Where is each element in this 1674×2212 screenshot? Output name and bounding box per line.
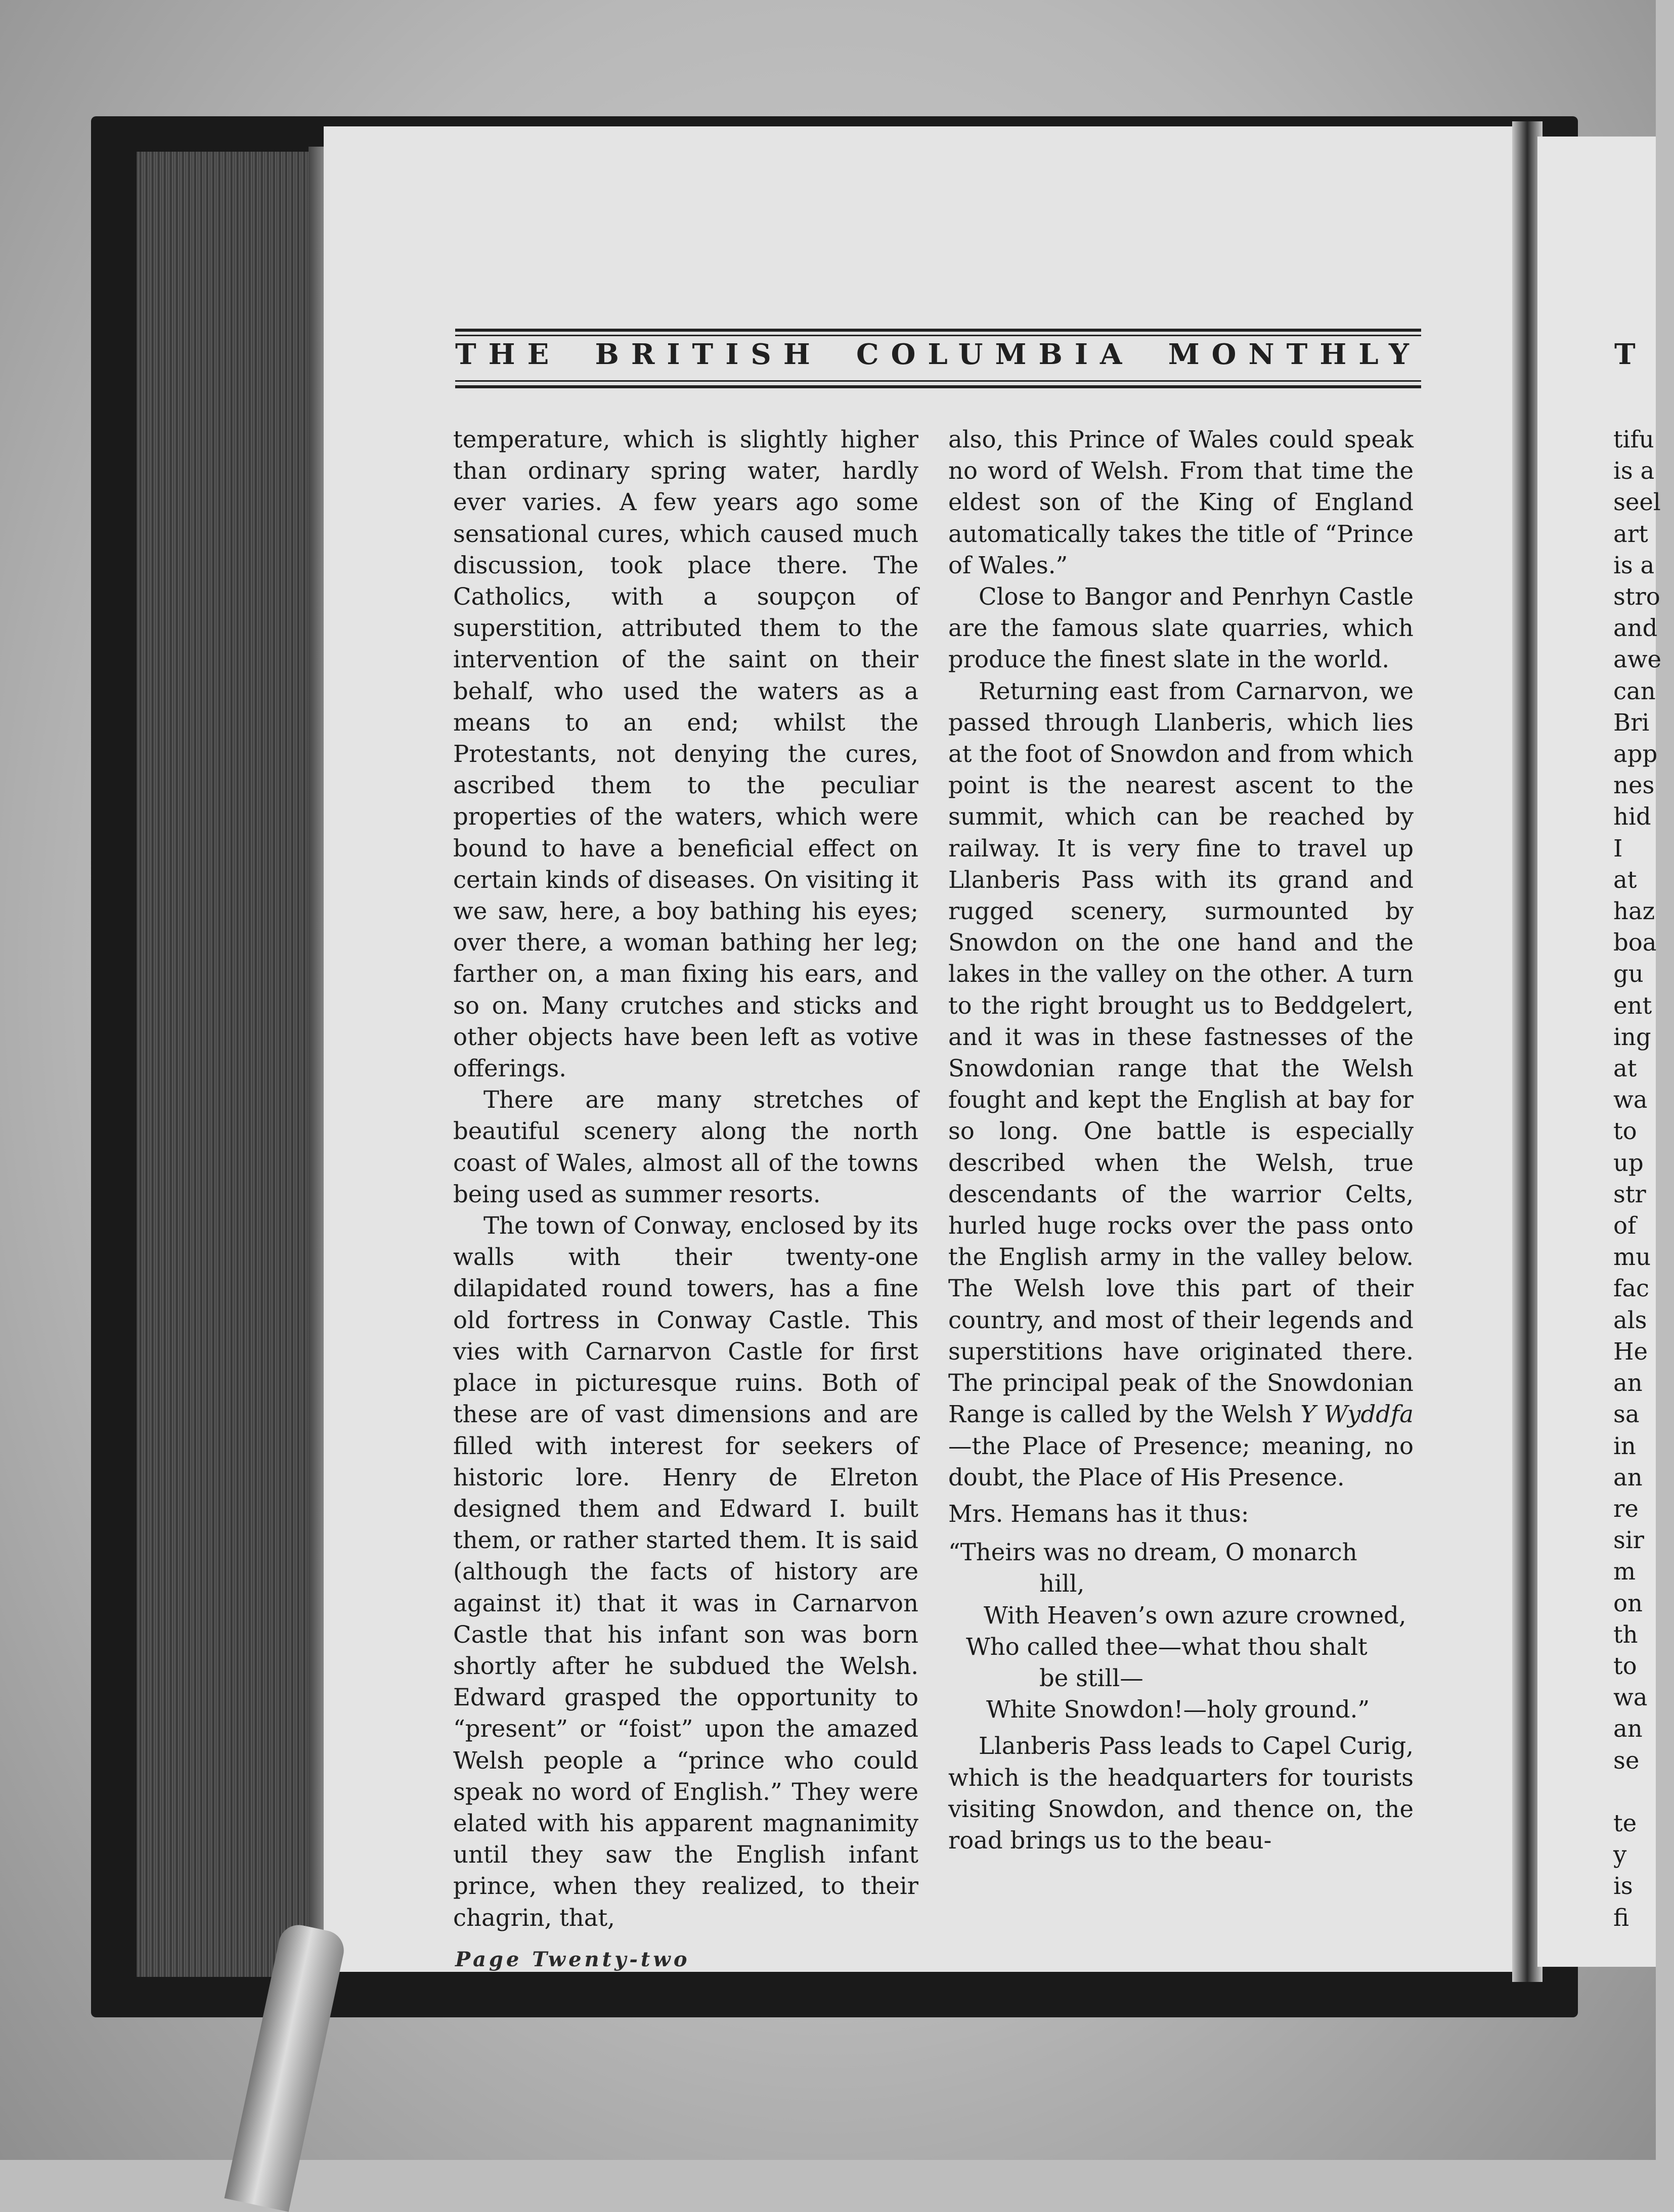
fragment-line: I bbox=[1613, 834, 1623, 862]
fragment-line: in bbox=[1613, 1432, 1636, 1460]
fragment-line: an bbox=[1613, 1369, 1643, 1397]
running-header bbox=[455, 338, 1421, 371]
next-page-header-fragment: T bbox=[1614, 338, 1636, 371]
fragment-line: m bbox=[1613, 1558, 1636, 1586]
fragment-line: ent bbox=[1613, 991, 1652, 1019]
paragraph: Close to Bangor and Penrhyn Castle are the famous slate quarries, which produce the finest slate in the world. bbox=[948, 583, 1414, 673]
fragment-line: to bbox=[1613, 1652, 1637, 1680]
fragment-line: at bbox=[1613, 1055, 1637, 1082]
fragment-line: on bbox=[1613, 1589, 1643, 1617]
paragraph bbox=[948, 675, 1414, 1493]
paragraph: The town of Conway, enclosed by its walls with their twenty-one dilapidated round towers, has a fine old fortress in Conway Castle. This vies with Carnarvon Castle for first place in picturesque ruins. Both of these are of vast dimensions and are filled with interest for seekers of historic lore. Henry de Elreton designed them and Edward I. built them, or rather started them. It is said (although the facts of history are against it) that it was in Carnarvon Castle that his infant son was born shortly after he subdued the Welsh. Edward grasped the opportunity to “present” or “foist” upon the amazed Welsh people a “prince who could speak no word of English.” They were elated with his apparent magnanimity until they saw the English infant prince, when they realized, to their chagrin, that, bbox=[453, 1212, 918, 1931]
paragraph: There are many stretches of beautiful scenery along the north coast of Wales, almost all of the towns being used as summer resorts. bbox=[453, 1086, 918, 1208]
paragraph: Llanberis Pass leads to Capel Curig, which is the headquarters for tourists visiting Snowdon, and thence on, the road brings us to the beau- bbox=[948, 1732, 1414, 1854]
welsh-name: Y Wyddfa bbox=[1300, 1401, 1414, 1428]
fragment-line: He bbox=[1613, 1337, 1648, 1365]
fragment-line: th bbox=[1613, 1620, 1638, 1648]
fragment-line: se bbox=[1613, 1746, 1640, 1774]
header-rule-bottom bbox=[455, 385, 1421, 388]
fragment-line: tifu bbox=[1613, 426, 1654, 453]
fragment-line: ing bbox=[1613, 1023, 1651, 1051]
fragment-line: hid bbox=[1613, 803, 1651, 831]
header-rule-bottom-thin bbox=[455, 380, 1421, 382]
left-column bbox=[453, 424, 918, 1933]
header-word: BRITISH bbox=[595, 338, 822, 371]
fragment-line: mu bbox=[1613, 1243, 1651, 1271]
poem-line: hill, bbox=[1039, 1570, 1085, 1598]
fragment-line: str bbox=[1613, 1180, 1646, 1208]
fragment-line: als bbox=[1613, 1306, 1647, 1334]
fragment-line: wa bbox=[1613, 1684, 1648, 1711]
poem bbox=[948, 1537, 1414, 1725]
fragment-line: is a bbox=[1613, 457, 1655, 485]
poem-line: “Theirs was no dream, O monarch bbox=[948, 1539, 1357, 1566]
fragment-line: gu bbox=[1613, 960, 1644, 988]
page-number: Page Twenty-two bbox=[455, 1948, 690, 1971]
fragment-line: an bbox=[1613, 1463, 1643, 1491]
fragment-line: and bbox=[1613, 614, 1658, 642]
fragment-line: nes bbox=[1613, 772, 1655, 799]
fragment-line bbox=[1613, 1776, 1674, 1808]
paragraph-text: —the Place of Presence; meaning, no doubt, the Place of His Presence. bbox=[948, 1432, 1414, 1491]
fragment-line: boa bbox=[1613, 929, 1657, 957]
fragment-line: to bbox=[1613, 1117, 1637, 1145]
header-rule-top bbox=[455, 329, 1421, 332]
fragment-line: re bbox=[1613, 1495, 1639, 1522]
poem-line: With Heaven’s own azure crowned, bbox=[984, 1601, 1406, 1629]
fragment-line: can bbox=[1613, 677, 1656, 705]
fragment-line: sir bbox=[1613, 1526, 1644, 1554]
fragment-line: an bbox=[1613, 1715, 1643, 1743]
right-column bbox=[948, 424, 1414, 1856]
paragraph: temperature, which is slightly higher than ordinary spring water, hardly ever varies. A few years ago some sensational cures, which caused much discussion, took place there. The Catholics, with a soupçon of superstition, attributed them to the intervention of the saint on their behalf, who used the waters as a means to an end; whilst the Protestants, not denying the cures, ascribed them to the peculiar properties of the waters, which were bound to have a beneficial effect on certain kinds of diseases. On visiting it we saw, here, a boy bathing his eyes; over there, a woman bathing her leg; farther on, a man fixing his ears, and so on. Many crutches and sticks and other objects have been left as votive offerings. bbox=[453, 426, 918, 1082]
fragment-line: is a bbox=[1613, 551, 1655, 579]
poem-line: White Snowdon!—holy ground.” bbox=[986, 1696, 1370, 1724]
paragraph: also, this Prince of Wales could speak no word of Welsh. From that time the eldest son of the King of England automatically takes the title of “Prince of Wales.” bbox=[948, 426, 1414, 579]
fragment-line: fi bbox=[1613, 1904, 1629, 1931]
fragment-line: seel bbox=[1613, 488, 1661, 516]
header-word: COLUMBIA bbox=[856, 338, 1134, 371]
poem-line: be still— bbox=[1039, 1664, 1143, 1692]
next-page-text-fragment bbox=[1613, 424, 1674, 1933]
header-rule-top-thin bbox=[455, 335, 1421, 336]
poem-line: Who called thee—what thou shalt bbox=[966, 1633, 1368, 1660]
fragment-line: wa bbox=[1613, 1086, 1648, 1114]
paragraph-text: Returning east from Carnarvon, we passed through Llanberis, which lies at the foot of Snowdon and from which point is the nearest ascent to the summit, which can be reached by railway. It is very fine to travel up Llanberis Pass with its grand and rugged scenery, surmounted by Snowdon on the one hand and the lakes in the valley on the other. A turn to the right brought us to Beddgelert, and it was in these fastnesses of the Snowdonian range that the Welsh fought and kept the English at bay for so long. One battle is especially described when the Welsh, true descendants of the warrior Celts, hurled huge rocks over the pass onto the English army in the valley below. The Welsh love this part of their country, and most of their legends and superstitions have originated there. The principal peak of the Snowdonian Range is called by the Welsh bbox=[948, 677, 1414, 1428]
fragment-line: art bbox=[1613, 520, 1648, 548]
header-word: MONTHLY bbox=[1168, 338, 1421, 371]
fragment-line: haz bbox=[1613, 897, 1655, 925]
fragment-line: sa bbox=[1613, 1401, 1640, 1428]
header-word: THE bbox=[455, 338, 561, 371]
fragment-line: Bri bbox=[1613, 708, 1650, 736]
fragment-line: te bbox=[1613, 1809, 1637, 1837]
fragment-line: up bbox=[1613, 1149, 1644, 1177]
fragment-line: stro bbox=[1613, 583, 1660, 611]
fragment-line: fac bbox=[1613, 1275, 1649, 1302]
poem-lead: Mrs. Hemans has it thus: bbox=[948, 1500, 1249, 1527]
fragment-line: at bbox=[1613, 866, 1637, 893]
fragment-line: app bbox=[1613, 740, 1658, 768]
fragment-line: y bbox=[1613, 1841, 1627, 1869]
fragment-line: is bbox=[1613, 1872, 1633, 1900]
fragment-line: of bbox=[1613, 1212, 1637, 1240]
fragment-line: awe bbox=[1613, 646, 1662, 673]
page-edges bbox=[137, 152, 309, 1977]
